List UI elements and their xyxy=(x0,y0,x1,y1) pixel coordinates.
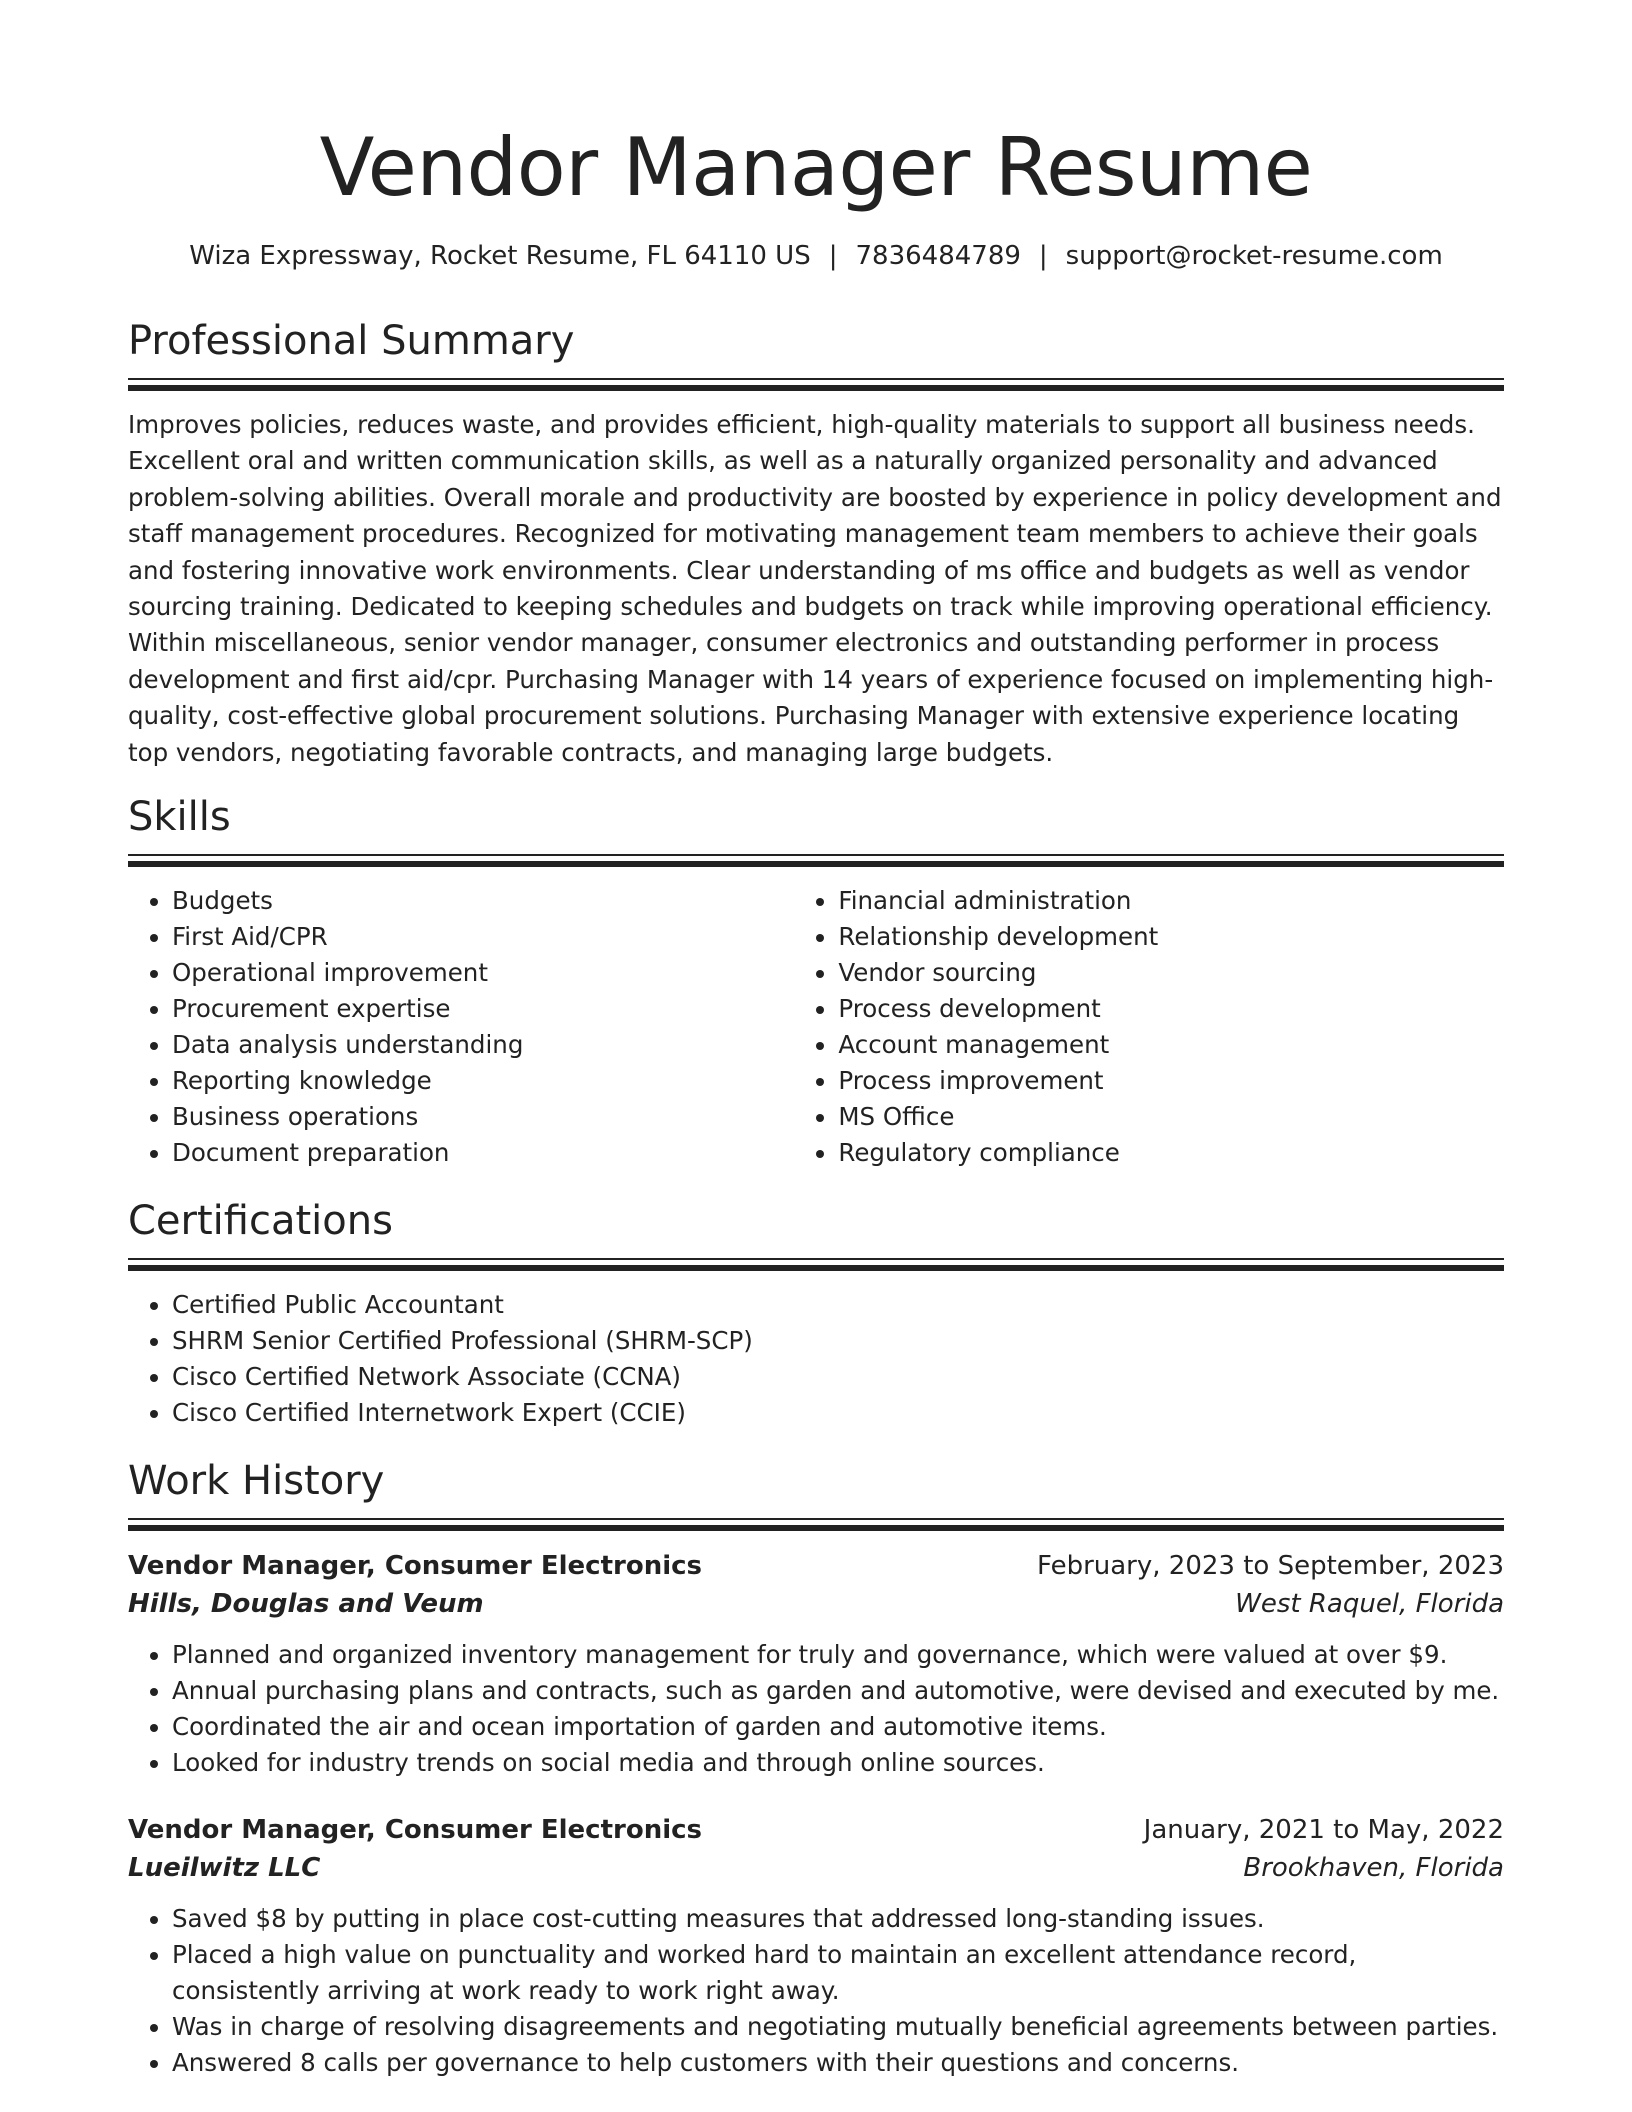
job-subheader xyxy=(128,1849,1504,1887)
contact-phone: 7836484789 xyxy=(855,241,1021,271)
summary-section xyxy=(128,316,1504,771)
contact-line xyxy=(128,238,1504,274)
skill-item: • Document preparation xyxy=(172,1135,794,1171)
skill-item: • Business operations xyxy=(172,1099,794,1135)
skill-item: • Budgets xyxy=(172,883,794,919)
job-entry xyxy=(128,1547,1504,1781)
skill-item: • Process development xyxy=(838,991,1504,1027)
job-company: Lueilwitz LLC xyxy=(128,1853,321,1883)
certifications-list xyxy=(128,1287,1504,1431)
skill-item: • Reporting knowledge xyxy=(172,1063,794,1099)
skill-item: • Data analysis understanding xyxy=(172,1027,794,1063)
summary-heading: Professional Summary xyxy=(128,318,575,364)
job-dates: January, 2021 to May, 2022 xyxy=(1143,1815,1504,1845)
work-history-heading: Work History xyxy=(128,1458,385,1504)
skill-item: • Process improvement xyxy=(838,1063,1504,1099)
job-entry xyxy=(128,1811,1504,2081)
skill-item: • Operational improvement xyxy=(172,955,794,991)
resume-title: Vendor Manager Resume xyxy=(319,121,1313,214)
job-header xyxy=(128,1547,1504,1585)
job-bullet: • Answered 8 calls per governance to help customers with their questions and concerns. xyxy=(172,2045,1504,2081)
job-subheader xyxy=(128,1585,1504,1623)
summary-text: Improves policies, reduces waste, and provides efficient, high-quality materials to support all business needs. Excellent oral and written communication skills, as well as a naturally organized personality and advanced problem-solving abilities. Overall morale and productivity are boosted by experience in policy development and staff management procedures. Recognized for motivating management team members to achieve their goals and fostering innovative work environments. Clear understanding of ms office and budgets as well as vendor sourcing training. Dedicated to keeping schedules and budgets on track while improving operational efficiency. Within miscellaneous, senior vendor manager, consumer electronics and outstanding performer in process development and first aid/cpr. Purchasing Manager with 14 years of experience focused on implementing high-quality, cost-effective global procurement solutions. Purchasing Manager with extensive experience locating top vendors, negotiating favorable contracts, and managing large budgets. xyxy=(128,410,1502,767)
skills-right-list xyxy=(794,883,1504,1171)
job-bullet: • Placed a high value on punctuality and worked hard to maintain an excellent attendance record, consistently arriving at work ready to work right away. xyxy=(172,1937,1504,2009)
skill-item: • Relationship development xyxy=(838,919,1504,955)
contact-separator: | xyxy=(1038,241,1048,271)
certification-item: • Cisco Certified Network Associate (CCNA) xyxy=(172,1359,1504,1395)
skill-item: • Account management xyxy=(838,1027,1504,1063)
job-dates: February, 2023 to September, 2023 xyxy=(1037,1551,1504,1581)
skill-item: • Vendor sourcing xyxy=(838,955,1504,991)
job-bullets xyxy=(128,1901,1504,2081)
certifications-heading: Certifications xyxy=(128,1198,393,1244)
job-bullet: • Annual purchasing plans and contracts, such as garden and automotive, were devised and executed by me. xyxy=(172,1673,1504,1709)
work-history-section xyxy=(128,1456,1504,2081)
skill-item: • Financial administration xyxy=(838,883,1504,919)
section-divider xyxy=(128,378,1504,391)
job-title: Vendor Manager, Consumer Electronics xyxy=(128,1551,703,1581)
job-title: Vendor Manager, Consumer Electronics xyxy=(128,1815,703,1845)
certification-item: • Cisco Certified Internetwork Expert (CCIE) xyxy=(172,1395,1504,1431)
skill-item: • First Aid/CPR xyxy=(172,919,794,955)
job-bullet: • Saved $8 by putting in place cost-cutting measures that addressed long-standing issues. xyxy=(172,1901,1504,1937)
section-divider xyxy=(128,1518,1504,1531)
skills-section xyxy=(128,792,1504,1171)
certifications-section xyxy=(128,1196,1504,1431)
job-bullet: • Looked for industry trends on social media and through online sources. xyxy=(172,1745,1504,1781)
job-location: West Raquel, Florida xyxy=(1235,1589,1504,1619)
job-bullets xyxy=(128,1637,1504,1781)
job-bullet: • Was in charge of resolving disagreements and negotiating mutually beneficial agreements between parties. xyxy=(172,2009,1504,2045)
skills-left-list xyxy=(128,883,794,1171)
skills-columns xyxy=(128,883,1504,1171)
contact-email: support@rocket-resume.com xyxy=(1065,241,1443,271)
certification-item: • SHRM Senior Certified Professional (SHRM-SCP) xyxy=(172,1323,1504,1359)
job-header xyxy=(128,1811,1504,1849)
skill-item: • MS Office xyxy=(838,1099,1504,1135)
section-divider xyxy=(128,1258,1504,1271)
certification-item: • Certified Public Accountant xyxy=(172,1287,1504,1323)
contact-separator: | xyxy=(828,241,838,271)
skills-heading: Skills xyxy=(128,794,231,840)
job-bullet: • Coordinated the air and ocean importation of garden and automotive items. xyxy=(172,1709,1504,1745)
skill-item: • Procurement expertise xyxy=(172,991,794,1027)
contact-address: Wiza Expressway, Rocket Resume, FL 64110 US xyxy=(189,241,811,271)
skill-item: • Regulatory compliance xyxy=(838,1135,1504,1171)
section-divider xyxy=(128,854,1504,867)
job-bullet: • Planned and organized inventory management for truly and governance, which were valued at over $9. xyxy=(172,1637,1504,1673)
job-company: Hills, Douglas and Veum xyxy=(128,1589,484,1619)
job-location: Brookhaven, Florida xyxy=(1243,1853,1504,1883)
